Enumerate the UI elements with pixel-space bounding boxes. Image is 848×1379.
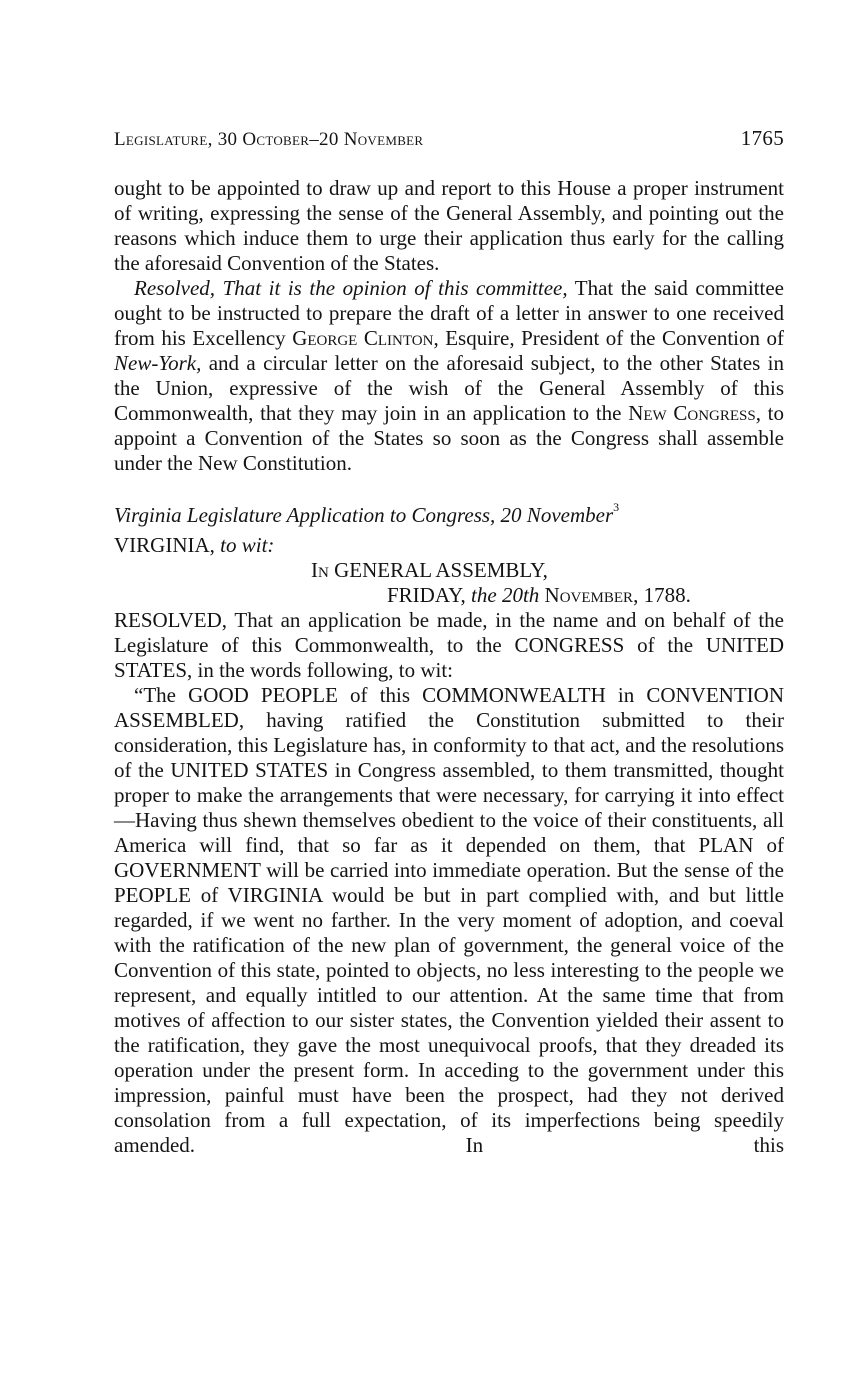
quoted-application: “The GOOD PEOPLE of this COMMONWEALTH in CONVENTION ASSEMBLED, having ratified the Constitution submitted to their consideration, this Legislature has, in conformity to that act, and the resolutions of the UNITED STATES in Congress assembled, to them transmitted, thought proper to make the arrangements that were necessary, for carrying it into effect—Having thus shewn themselves obedient to the voice of their constituents, all America will find, that so far as it depended on them, that PLAN of GOVERNMENT will be carried into immediate operation. But the sense of the PEOPLE of VIRGINIA would be but in part complied with, and but little regarded, if we went no farther. In the very moment of adoption, and coeval with the ratification of the new plan of government, the general voice of the Convention of this state, pointed to objects, no less interesting to the people we represent, and equally intitled to our attention. At the same time that from motives of affection to our sister states, the Convention yielded their assent to the ratification, they gave the most unequivocal proofs, that they dreaded its operation under the present form. In acceding to the government under this impression, painful must have been the prospect, had they not derived consolation from a full expectation, of its imperfections being speedily amended. In this [114,683,784,1157]
state-name: VIRGINIA, [114,533,221,557]
resolution-text-4: , to appoint a Convention of the States so soon as the Congress shall assemble under the New Constitution. [114,401,784,475]
date-month: November [539,583,634,607]
document-address [114,533,784,558]
assembly-name: GENERAL ASSEMBLY, [328,558,548,582]
paragraph-resolution [114,276,784,476]
date-weekday: FRIDAY, [387,583,472,607]
assembly-prefix: In [311,558,329,582]
assembly-heading [114,558,784,583]
running-head [114,126,784,152]
resolution-text-2: , Esquire, President of the Convention of [433,326,785,350]
section-title-text: Virginia Legislature Application to Congress, 20 November [114,503,614,527]
document-page [114,126,784,1158]
to-wit: to wit: [220,533,275,557]
george-clinton-name: George Clinton [292,326,434,350]
resolved-paragraph: RESOLVED, That an application be made, in the name and on behalf of the Legislature of this Commonwealth, to the CONGRESS of the UNITED STATES, in the words following, to wit: [114,608,784,682]
page-number: 1765 [740,126,784,150]
date-year: , 1788. [633,583,691,607]
footnote-marker: 3 [613,500,620,514]
date-line [114,583,784,608]
resolved-italic: Resolved, That it is the opinion of this committee, [134,276,568,300]
resolution-text-1: That the said committee ought to be instructed to prepare the draft of a letter in answer to one received from his Excellency [114,276,784,350]
date-day: the 20th [471,583,540,607]
running-title: Legislature, 30 October–20 November [114,129,424,150]
body-text [114,176,784,1158]
section-title [114,500,784,528]
paragraph-continuation: ought to be appointed to draw up and report to this House a proper instrument of writing, expressing the sense of the General Assembly, and pointing out the reasons which induce them to urge their application thus early for the calling the aforesaid Convention of the States. [114,176,784,275]
resolution-text-3: and a circular letter on the aforesaid subject, to the other States in the Union, expressive of the wish of the General Assembly of this Commonwealth, that they may join in an application to the [114,351,784,425]
new-york-name: New-York, [114,351,202,375]
new-congress-name: New Congress [628,401,756,425]
